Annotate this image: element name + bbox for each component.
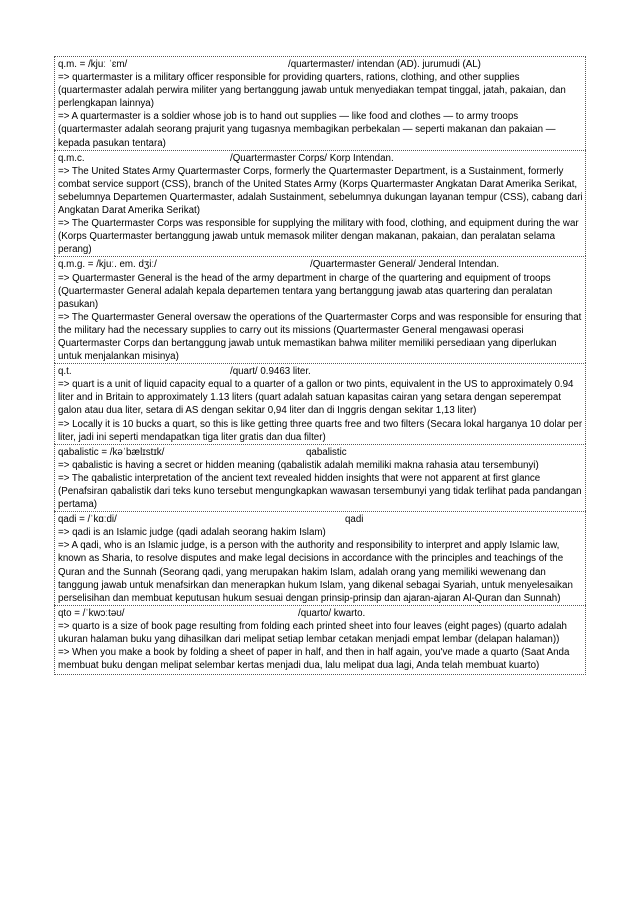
- definition-line: => quart is a unit of liquid capacity equal to a quarter of a gallon or two pints, equivalent in the US to approximately 0.94 liter and in Britain to approximately 1.13 liters (quart adalah satuan kapasitas cairan yang setara dengan seperempat galon atau dua liter, setara di AS dengan sekitar 0,94 liter dan di Inggris dengan sekitar 1,13 liter): [58, 379, 574, 417]
- entry-headline: [58, 365, 583, 378]
- entry-term: qabalistic = /kəˈbælɪstɪk/: [58, 446, 165, 458]
- entry-gloss: /Quartermaster Corps/ Korp Intendan.: [230, 152, 394, 164]
- dictionary-entry: [54, 444, 586, 511]
- entry-term: q.m.c.: [58, 152, 85, 164]
- example-line: => The Quartermaster General oversaw the operations of the Quartermaster Corps and was responsible for ensuring that the military had the necessary supplies to carry out its missions (Quartermaster General mengawasi operasi Quartermaster Corps dan bertanggung jawab untuk memastikan bahwa militer memiliki persediaan yang diperlukan untuk menjalankan misinya): [58, 311, 582, 363]
- definition-line: => qadi is an Islamic judge (qadi adalah seorang hakim Islam): [58, 527, 326, 539]
- entry-gloss: /quartermaster/ intendan (AD). jurumudi (AL): [288, 59, 481, 70]
- definition-line: => Quartermaster General is the head of the army department in charge of the quartering and equipment of troops (Quartermaster General adalah kepala departemen tentara yang bertanggung jawab atas quartering dan peralatan pasukan): [58, 272, 553, 310]
- dictionary-entry: [54, 605, 586, 675]
- entry-gloss: /Quartermaster General/ Jenderal Intendan.: [310, 259, 500, 271]
- entry-term: q.m. = /kjuː ˈɛm/: [58, 59, 128, 70]
- definition-line: => qabalistic is having a secret or hidden meaning (qabalistik adalah memiliki makna rahasia atau tersembunyi): [58, 459, 539, 471]
- dictionary-document: [54, 56, 586, 675]
- definition-line: => quartermaster is a military officer responsible for providing quarters, rations, clothing, and other supplies (quartermaster adalah perwira militer yang bertanggung jawab untuk menyediakan tempat tinggal, jatah, pakaian, dan perlengkapan lainnya): [58, 72, 566, 110]
- entry-term: qadi = /ˈkɑːdi/: [58, 514, 117, 526]
- entry-gloss: /quarto/ kwarto.: [298, 607, 366, 619]
- dictionary-entry: [54, 56, 586, 150]
- dictionary-entry: [54, 363, 586, 444]
- entry-term: qto = /ˈkwɔːtəʊ/: [58, 607, 125, 619]
- example-line: => When you make a book by folding a sheet of paper in half, and then in half again, you've made a quarto (Saat Anda membuat buku dengan melipat selembar kertas menjadi dua, lalu melipat dua lagi, Anda telah membuat kuarto): [58, 647, 570, 672]
- example-line: => A quartermaster is a soldier whose job is to hand out supplies — like food and clothes — to army troops (quartermaster adalah seorang prajurit yang tugasnya membagikan perbekalan — seperti makanan dan pakaian — kepada pasukan tentara): [58, 111, 556, 149]
- entry-headline: [58, 446, 583, 459]
- entry-headline: [58, 513, 583, 526]
- entry-gloss: qabalistic: [306, 446, 347, 458]
- definition-line: => quarto is a size of book page resulting from folding each printed sheet into four leaves (eight pages) (quarto adalah ukuran halaman buku yang dihasilkan dari melipat setiap lembar cetakan menjadi empat lembar (delapan halaman)): [58, 620, 567, 646]
- entry-gloss: /quart/ 0.9463 liter.: [230, 366, 311, 378]
- example-line: => A qadi, who is an Islamic judge, is a person with the authority and responsibility to interpret and apply Islamic law, known as Sharia, to resolve disputes and make legal decisions in accordance with the principles and teachings of the Quran and the Sunnah (Seorang qadi, yang merupakan hakim Islam, adalah orang yang memiliki wewenang dan tanggung jawab untuk menafsirkan dan menerapkan hukum Islam, yang dikenal sebagai Syariah, untuk menyelesaikan perselisihan dan membuat keputusan hukum sesuai dengan prinsip-prinsip dan ajaran-ajaran Al-Quran dan Sunnah): [58, 540, 573, 604]
- example-line: => The qabalistic interpretation of the ancient text revealed hidden insights that were not apparent at first glance (Penafsiran qabalistik dari teks kuno tersebut mengungkapkan wawasan tersembunyi yang tidak terlihat pada pandangan pertama): [58, 472, 582, 511]
- entry-headline: [58, 258, 583, 271]
- dictionary-entry: [54, 511, 586, 605]
- entry-headline: [58, 607, 583, 620]
- entry-headline: [58, 152, 583, 165]
- example-line: => The Quartermaster Corps was responsible for supplying the military with food, clothing, and equipment during the war (Korps Quartermaster bertanggung jawab untuk memasok militer dengan makanan, pakaian, dan peralatan selama perang): [58, 218, 579, 256]
- entry-term: q.t.: [58, 366, 72, 378]
- dictionary-entry: [54, 256, 586, 363]
- dictionary-entry: [54, 150, 586, 257]
- example-line: => Locally it is 10 bucks a quart, so this is like getting three quarts free and two filters (Secara lokal harganya 10 dolar per liter, jadi ini seperti mendapatkan tiga liter gratis dan dua filter): [58, 418, 583, 443]
- entry-term: q.m.g. = /kjuː. em. dʒiː/: [58, 259, 157, 271]
- definition-line: => The United States Army Quartermaster Corps, formerly the Quartermaster Department, is a Sustainment, formerly combat service support (CSS), branch of the United States Army (Korps Quartermaster Angkatan Darat Amerika Serikat, sebelumnya Departemen Quartermaster, adalah Sustainment, sebelumnya dukungan layanan tempur (CSS), cabang dari Angkatan Darat Amerika Serikat): [58, 165, 583, 217]
- entry-gloss: qadi: [345, 514, 364, 526]
- entry-headline: [58, 58, 583, 71]
